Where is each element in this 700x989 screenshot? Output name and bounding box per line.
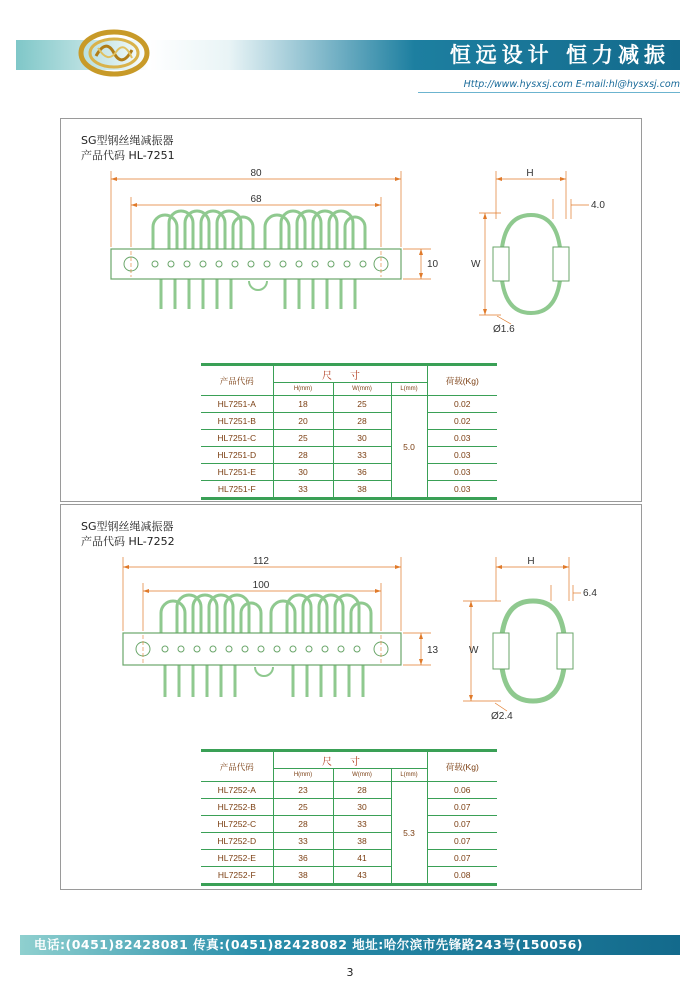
col-header-weight: 荷载(Kg) — [427, 751, 497, 782]
subheader-h: H(mm) — [273, 769, 333, 782]
col-header-size: 尺寸 — [273, 365, 427, 383]
cell-w: 38 — [333, 481, 391, 499]
cell-w: 25 — [333, 396, 391, 413]
cell-weight: 0.03 — [427, 464, 497, 481]
col-header-weight: 荷载(Kg) — [427, 365, 497, 396]
subheader-w: W(mm) — [333, 769, 391, 782]
subheader-h: H(mm) — [273, 383, 333, 396]
subheader-w: W(mm) — [333, 383, 391, 396]
subheader-l: L(mm) — [391, 769, 427, 782]
table-row — [201, 396, 497, 413]
cell-w: 36 — [333, 464, 391, 481]
page-number: 3 — [346, 966, 354, 979]
dim-wire-dia: Ø2.4 — [491, 711, 513, 722]
dim-loop-gap: 4.0 — [591, 200, 605, 211]
cell-w: 43 — [333, 867, 391, 885]
product-section-7251 — [60, 118, 642, 502]
cell-weight: 0.03 — [427, 447, 497, 464]
cell-w: 33 — [333, 816, 391, 833]
product-code-line: 产品代码 HL-7252 — [81, 535, 175, 548]
cell-code: HL7252-E — [201, 850, 273, 867]
dim-hole-spacing: 68 — [250, 194, 262, 205]
table-row — [201, 447, 497, 464]
subheader-l: L(mm) — [391, 383, 427, 396]
cell-code: HL7252-C — [201, 816, 273, 833]
cell-code: HL7251-D — [201, 447, 273, 464]
col-header-code: 产品代码 — [201, 365, 273, 396]
table-row — [201, 799, 497, 816]
product-section-7252 — [60, 504, 642, 890]
header-slogan: 恒远设计 恒力减振 — [449, 43, 670, 67]
cell-h: 28 — [273, 816, 333, 833]
cell-code: HL7251-A — [201, 396, 273, 413]
drawing-hl7252 — [61, 505, 641, 745]
cell-h: 20 — [273, 413, 333, 430]
cell-code: HL7252-A — [201, 782, 273, 799]
dim-loop-gap: 6.4 — [583, 588, 597, 599]
cell-weight: 0.08 — [427, 867, 497, 885]
dim-side-w: W — [471, 259, 481, 270]
cell-w: 28 — [333, 413, 391, 430]
cell-code: HL7251-B — [201, 413, 273, 430]
cell-weight: 0.07 — [427, 850, 497, 867]
cell-w: 30 — [333, 799, 391, 816]
table-row — [201, 481, 497, 499]
dim-side-h: H — [526, 168, 534, 179]
cell-w: 38 — [333, 833, 391, 850]
cell-l: 5.3 — [391, 782, 427, 885]
table-row — [201, 867, 497, 885]
dim-base-height: 13 — [427, 645, 439, 656]
product-code-line: 产品代码 HL-7251 — [81, 149, 175, 162]
cell-w: 41 — [333, 850, 391, 867]
cell-h: 30 — [273, 464, 333, 481]
dim-side-h: H — [527, 556, 535, 567]
cell-h: 33 — [273, 481, 333, 499]
table-row — [201, 850, 497, 867]
cell-weight: 0.02 — [427, 396, 497, 413]
cell-weight: 0.07 — [427, 799, 497, 816]
dim-hole-spacing: 100 — [252, 580, 270, 591]
cell-code: HL7251-F — [201, 481, 273, 499]
cell-h: 23 — [273, 782, 333, 799]
cell-weight: 0.03 — [427, 430, 497, 447]
cell-h: 18 — [273, 396, 333, 413]
cell-weight: 0.02 — [427, 413, 497, 430]
spec-table-7251 — [201, 363, 497, 500]
table-row — [201, 816, 497, 833]
cell-weight: 0.03 — [427, 481, 497, 499]
dim-wire-dia: Ø1.6 — [493, 324, 515, 335]
cell-h: 25 — [273, 799, 333, 816]
cell-weight: 0.07 — [427, 833, 497, 850]
company-logo — [78, 28, 150, 78]
cell-weight: 0.06 — [427, 782, 497, 799]
table-row — [201, 464, 497, 481]
cell-code: HL7252-F — [201, 867, 273, 885]
cell-code: HL7251-C — [201, 430, 273, 447]
cell-w: 33 — [333, 447, 391, 464]
cell-h: 38 — [273, 867, 333, 885]
footer-contact-bar: 电话:(0451)82428081 传真:(0451)82428082 地址:哈尔滨市先锋路243号(150056) — [20, 935, 680, 955]
cell-h: 25 — [273, 430, 333, 447]
cell-l: 5.0 — [391, 396, 427, 499]
dim-side-w: W — [469, 645, 479, 656]
table-row — [201, 782, 497, 799]
drawing-hl7251 — [61, 119, 641, 359]
cell-weight: 0.07 — [427, 816, 497, 833]
col-header-code: 产品代码 — [201, 751, 273, 782]
dim-overall-length: 112 — [253, 556, 269, 567]
dim-base-height: 10 — [427, 259, 439, 270]
spec-table-7252 — [201, 749, 497, 886]
product-type-name: SG型钢丝绳减振器 — [81, 134, 174, 147]
product-type-name: SG型钢丝绳减振器 — [81, 520, 174, 533]
cell-code: HL7251-E — [201, 464, 273, 481]
header-contact-line: Http://www.hysxsj.com E-mail:hl@hysxsj.com — [418, 79, 680, 93]
table-row — [201, 413, 497, 430]
cell-w: 28 — [333, 782, 391, 799]
cell-code: HL7252-B — [201, 799, 273, 816]
col-header-size: 尺寸 — [273, 751, 427, 769]
cell-w: 30 — [333, 430, 391, 447]
cell-code: HL7252-D — [201, 833, 273, 850]
table-row — [201, 833, 497, 850]
table-row — [201, 430, 497, 447]
cell-h: 36 — [273, 850, 333, 867]
cell-h: 28 — [273, 447, 333, 464]
dim-overall-length: 80 — [250, 168, 262, 179]
cell-h: 33 — [273, 833, 333, 850]
